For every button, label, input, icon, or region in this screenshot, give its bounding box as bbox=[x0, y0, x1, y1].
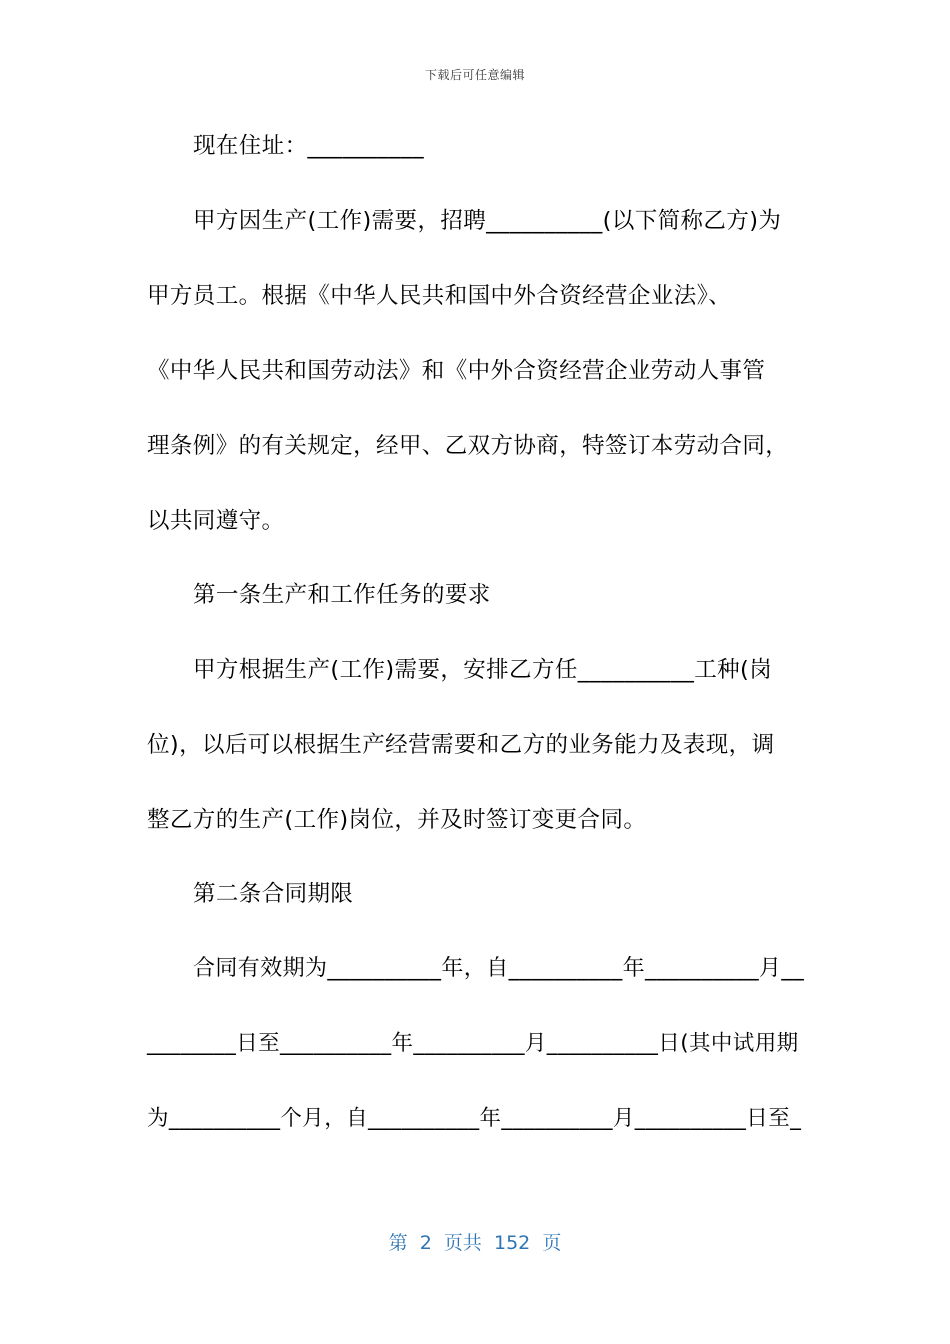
text-line: 以共同遵守。 bbox=[147, 508, 285, 534]
text-line: 甲方根据生产(工作)需要，安排乙方任__________工种(岗 bbox=[193, 657, 773, 683]
page-number-footer: 第 2 页共 152 页 bbox=[388, 1232, 562, 1254]
section-heading: 第一条生产和工作任务的要求 bbox=[193, 582, 491, 608]
text-line: 合同有效期为__________年，自__________年__________月__ bbox=[193, 956, 805, 981]
page-header-note: 下载后可任意编辑 bbox=[424, 68, 525, 82]
text-line: 为__________个月，自__________年__________月__________日至_ bbox=[147, 1106, 802, 1131]
text-line: 整乙方的生产(工作)岗位，并及时签订变更合同。 bbox=[147, 807, 647, 833]
text-line: 现在住址：__________ bbox=[193, 133, 425, 159]
text-line: 理条例》的有关规定，经甲、乙双方协商，特签订本劳动合同， bbox=[147, 433, 789, 459]
text-line: ________日至__________年__________月__________日(其中试用期 bbox=[147, 1031, 799, 1056]
text-line: 甲方因生产(工作)需要，招聘__________(以下简称乙方)为 bbox=[193, 208, 782, 234]
text-line: 甲方员工。根据《中华人民共和国中外合资经营企业法》、 bbox=[147, 283, 732, 309]
text-line: 《中华人民共和国劳动法》和《中外合资经营企业劳动人事管 bbox=[147, 358, 766, 384]
section-heading: 第二条合同期限 bbox=[193, 881, 354, 907]
text-line: 位)，以后可以根据生产经营需要和乙方的业务能力及表现，调 bbox=[147, 732, 775, 758]
